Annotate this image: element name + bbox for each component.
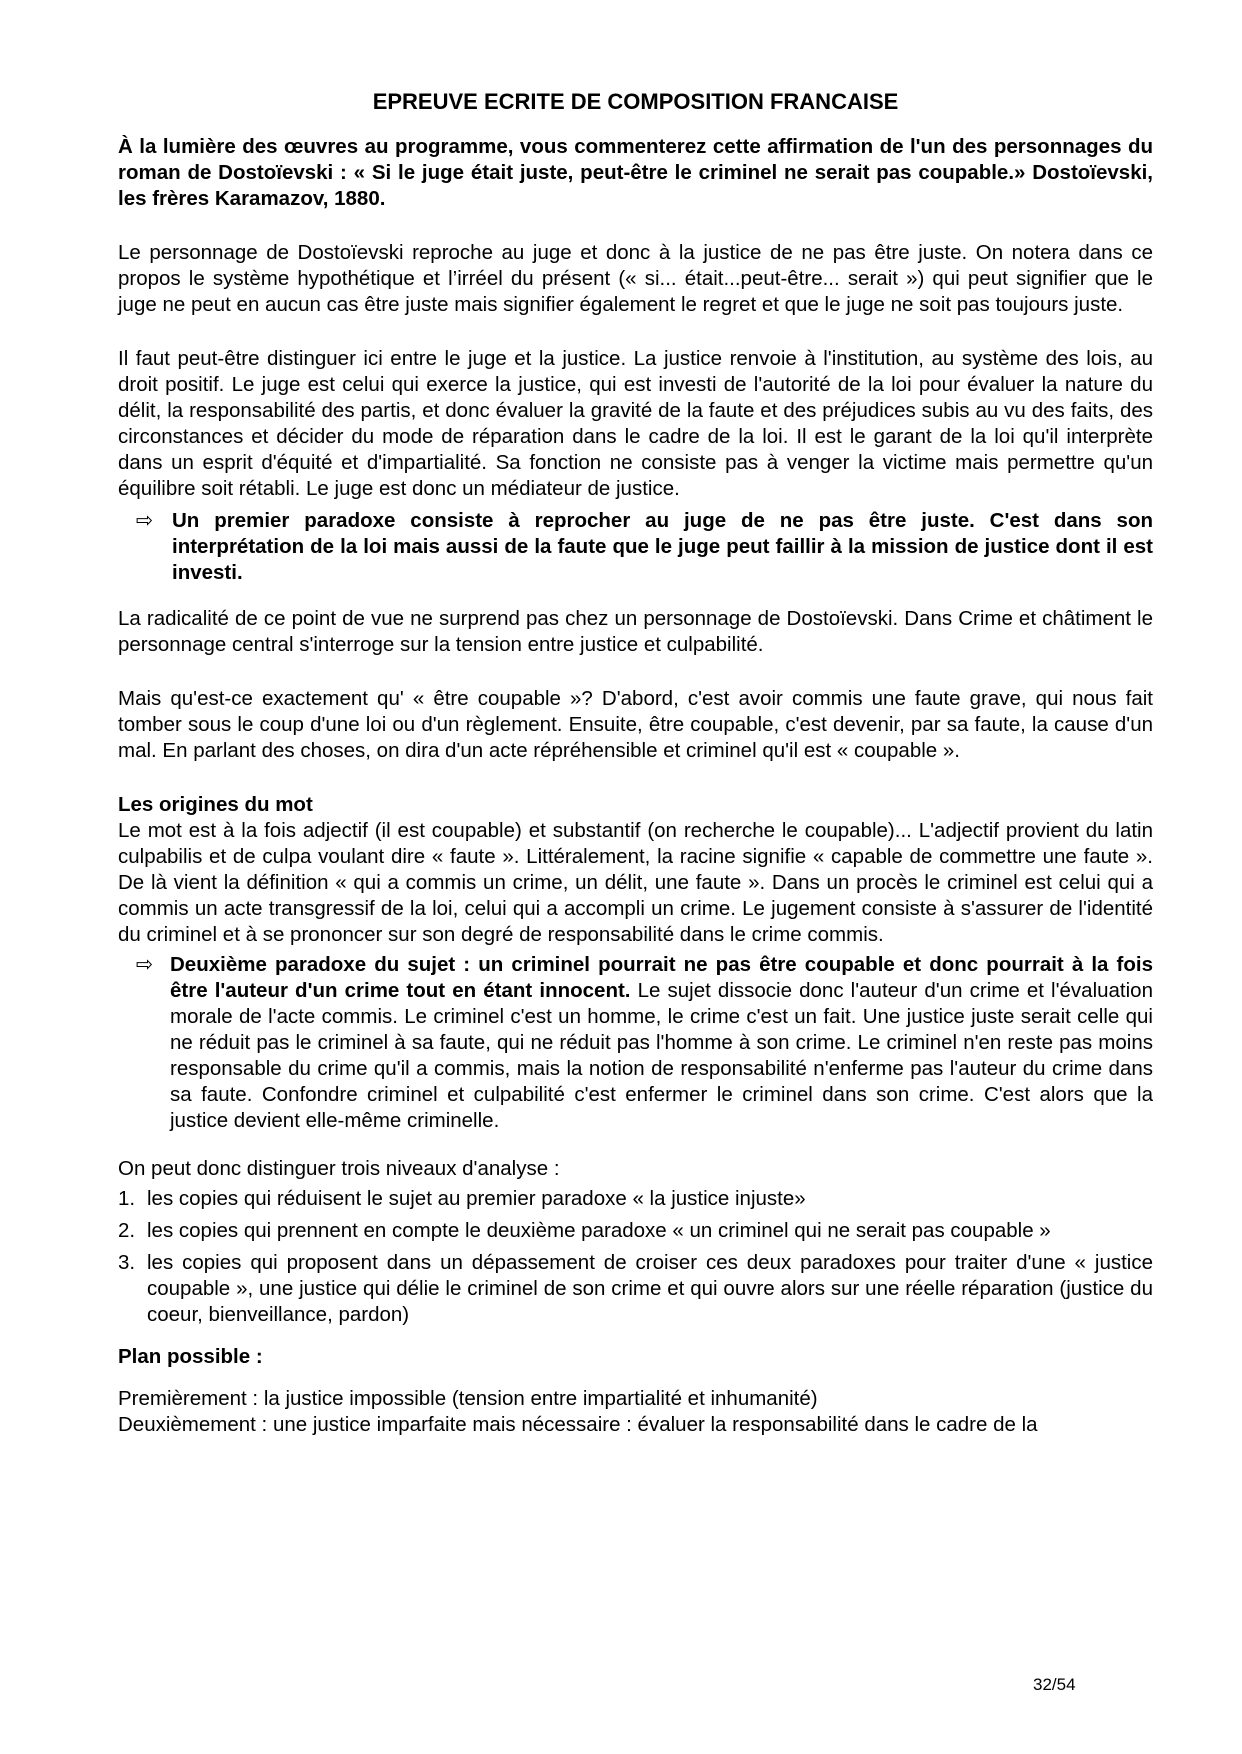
list-item [118,1186,1153,1212]
list-item-text: les copies qui proposent dans un dépassement de croiser ces deux paradoxes pour traiter d'une « justice coupable », une justice qui délie le criminel de son crime et qui ouvre alors sur une réelle réparation (justice du coeur, bienveillance, pardon) [147,1251,1153,1326]
document-content [118,88,1153,1438]
origins-heading: Les origines du mot [118,793,313,816]
list-item-text: les copies qui prennent en compte le deuxième paradoxe « un criminel qui ne serait pas coupable » [147,1219,1051,1242]
subject-statement: À la lumière des œuvres au programme, vous commenterez cette affirmation de l'un des personnages du roman de Dostoïevski : « Si le juge était juste, peut-être le criminel ne serait pas coupable.» Dostoïevski, les frères Karamazov, 1880. [118,135,1153,210]
document-title: EPREUVE ECRITE DE COMPOSITION FRANCAISE [372,89,899,114]
plan-heading: Plan possible : [118,1345,263,1368]
list-item-text: les copies qui réduisent le sujet au premier paradoxe « la justice injuste» [147,1187,806,1210]
plan-line-1: Premièrement : la justice impossible (tension entre impartialité et inhumanité) [118,1387,818,1410]
list-item-number: 2. [118,1219,136,1242]
paragraph-5: Le mot est à la fois adjectif (il est coupable) et substantif (on recherche le coupable)... L'adjectif provient du latin culpabilis et de culpa voulant dire « faute ». Littéralement, la racine signifie « capable de commettre une faute ». De là vient la définition « qui a commis un crime, un délit, une faute ». Dans un procès le criminel est celui qui a commis un acte transgressif de la loi, celui qui a accompli un crime. Le jugement consiste à s'assurer de l'identité du criminel et à se prononcer sur son degré de responsabilité dans le crime commis. [118,819,1153,946]
paradox-2-block [118,952,1153,1134]
list-item [118,1250,1153,1328]
list-item [118,1218,1153,1244]
paradox-2-bold-text: Deuxième paradoxe du sujet : un criminel pourrait ne pas être coupable et donc pourrait à la fois être l'auteur d'un crime tout en étant innocent. [170,953,1153,1002]
analysis-levels-list [118,1186,1153,1328]
paragraph-1: Le personnage de Dostoïevski reproche au juge et donc à la justice de ne pas être juste. On notera dans ce propos le système hypothétique et l’irréel du présent (« si... était...peut-être... serait ») qui peut signifier que le juge ne peut en aucun cas être juste mais signifier également le regret et que le juge ne soit pas toujours juste. [118,241,1153,316]
levels-intro: On peut donc distinguer trois niveaux d'analyse : [118,1157,560,1180]
paragraph-4: Mais qu'est-ce exactement qu' « être coupable »? D'abord, c'est avoir commis une faute grave, qui nous fait tomber sous le coup d'une loi ou d'un règlement. Ensuite, être coupable, c'est devenir, par sa faute, la cause d'un mal. En parlant des choses, on dira d'un acte répréhensible et criminel qu'il est « coupable ». [118,687,1153,762]
paradox-1-text: Un premier paradoxe consiste à reprocher au juge de ne pas être juste. C'est dans son interprétation de la loi mais aussi de la faute que le juge peut faillir à la mission de justice dont il est investi. [172,509,1153,584]
arrow-right-icon: ⇨ [136,953,154,976]
list-item-number: 1. [118,1187,136,1210]
paragraph-3: La radicalité de ce point de vue ne surprend pas chez un personnage de Dostoïevski. Dans Crime et châtiment le personnage central s'interroge sur la tension entre justice et culpabilité. [118,607,1153,656]
paradox-2-text: Le sujet dissocie donc l'auteur d'un crime et l'évaluation morale de l'acte commis. Le criminel c'est un homme, le crime c'est un fait. Une justice juste serait celle qui ne réduit pas le criminel à sa faute, qui ne réduit pas l'homme à son crime. Le criminel n'en reste pas moins responsable du crime qu'il a commis, mais la notion de responsabilité n'enferme pas l'auteur du crime dans sa faute. Confondre criminel et culpabilité c'est enfermer le criminel dans son crime. C'est alors que la justice devient elle-même criminelle. [170,979,1153,1132]
list-item-number: 3. [118,1251,136,1274]
paradox-1-block [118,508,1153,586]
paragraph-2: Il faut peut-être distinguer ici entre le juge et la justice. La justice renvoie à l'institution, au système des lois, au droit positif. Le juge est celui qui exerce la justice, qui est investi de l'autorité de la loi pour évaluer la nature du délit, la responsabilité des partis, et donc évaluer la gravité de la faute et des préjudices subis au vu des faits, des circonstances et décider du mode de réparation dans le cadre de la loi. Il est le garant de la loi qu'il interprète dans un esprit d'équité et d'impartialité. Sa fonction ne consiste pas à venger la victime mais permettre qu'un équilibre soit rétabli. Le juge est donc un médiateur de justice. [118,347,1153,500]
plan-line-2: Deuxièmement : une justice imparfaite mais nécessaire : évaluer la responsabilité dans le cadre de la [118,1413,1038,1436]
arrow-right-icon: ⇨ [136,509,154,532]
page-number: 32/54 [1033,1675,1076,1694]
